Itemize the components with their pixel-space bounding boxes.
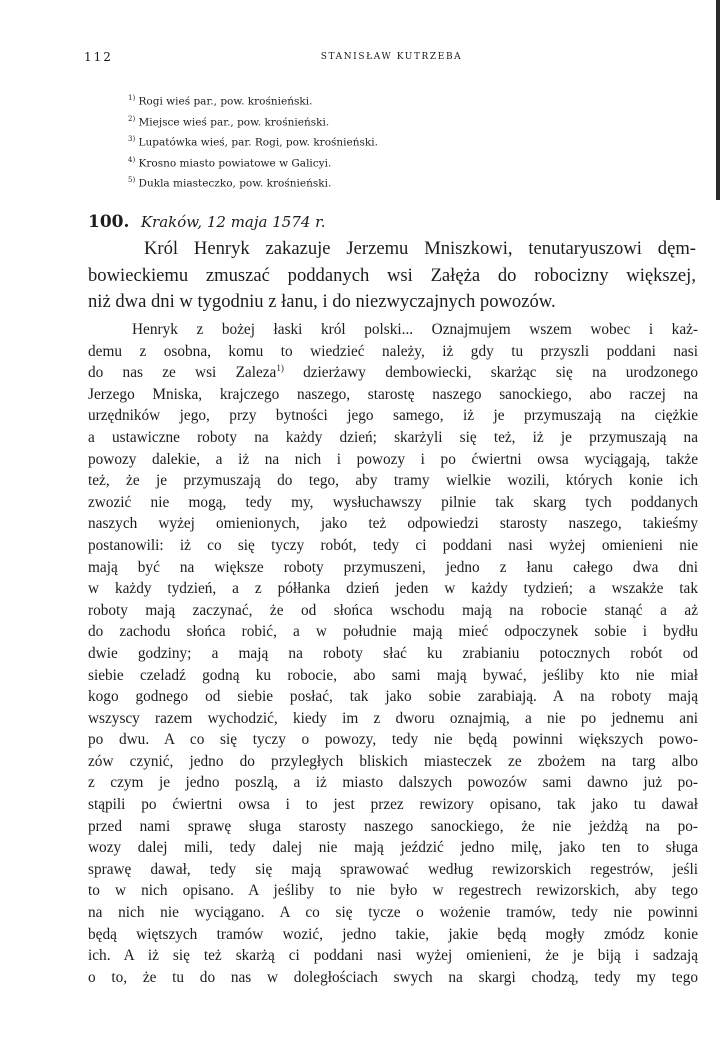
body-line: roboty mają zaczynać, że od słońca wschodu mają na robocie stanąć a aż (88, 601, 698, 619)
body-line: zów czynić, jedno do przyległych bliskich miasteczek ze zbożem na targ albo (88, 752, 698, 770)
footnote-text: Lupatówka wieś, par. Rogi, pow. krośnieński. (138, 136, 378, 149)
body-line: też, że je przymuszają do tego, aby tramy wielkie wozili, których konie ich (88, 472, 698, 490)
footnotes (128, 90, 378, 193)
body-line: ich. A iż się też skarżą ci poddani nasi wyżej omienieni, że je biją i sadzają (88, 947, 698, 965)
page-edge-shadow (716, 0, 720, 200)
footnote (128, 152, 378, 173)
footnote (128, 111, 378, 132)
body-line: siebie czeladź godną ku robocie, abo sami mają bywać, jeśliby kto nie miał (88, 666, 698, 684)
body-line: zwozić nie mogą, tedy my, wysłuchawszy pilnie tak skarg tych poddanych (88, 493, 698, 511)
body-line: przed nami sprawę sługa starosty naszego sanockiego, że nie jeżdżą na po- (88, 817, 698, 835)
body-line: w każdy tydzień, a z półłanka dzień jeden w każdy tydzień; a wszakże tak (88, 580, 698, 598)
footnote-mark: 5) (128, 176, 136, 184)
document-body (88, 319, 698, 988)
document-summary (88, 236, 696, 316)
body-line: kogo godnego od siebie posłać, tak jako sobie zarabiają. A na roboty mają (88, 688, 698, 706)
page-header (84, 50, 699, 70)
body-line: postanowili: iż co się tyczy robót, tedy ci poddani nasi wyżej omienieni nie (88, 536, 698, 554)
body-line: naszych wyżej omienionych, jako też odpowiedzi starosty naszego, takieśmy (88, 515, 698, 533)
body-line: o to, że tu do nas w doległościach swych na skargi chodzą, tedy my tego (88, 968, 698, 986)
summary-line: Król Henryk zakazuje Jerzemu Mniszkowi, tenutaryuszowi dęm- (144, 238, 696, 259)
body-line: to w nich opisano. A jeśliby to nie było w regestrech rewizorskich, aby tego (88, 882, 698, 900)
document-heading (88, 212, 325, 232)
footnote-text: Dukla miasteczko, pow. krośnieński. (138, 177, 332, 190)
body-line (88, 362, 698, 384)
body-line: do zachodu słońca robić, a w południe mają mieć odpoczynek sobie i bydłu (88, 623, 698, 641)
body-line: stąpili po ćwiertni owsa i to jest przez rewizory opisano, tak jako tu dawał (88, 796, 698, 814)
document-date: Kraków, 12 maja 1574 r. (140, 213, 326, 231)
body-line: z czym je jedno poszlą, a iż miasto dalszych powozów sami dawno już po- (88, 774, 698, 792)
body-line: będą więtszych tramów wozić, jedno takie, jakie będą mogły zmódz konie (88, 925, 698, 943)
body-line: sprawę dawał, tedy się mają sprawować według rewizorskich regestrów, jeśli (88, 860, 698, 878)
body-line: mają być na większe roboty przymuszeni, jedno z łanu całego dwa dni (88, 558, 698, 576)
footnote (128, 172, 378, 193)
body-line: Henryk z bożej łaski król polski... Oznajmujem wszem wobec i każ- (132, 321, 698, 338)
body-line-end: dzierżawy dembowiecki, skarżąc się na urodzonego (303, 364, 698, 382)
body-line-start: do nas ze wsi Zaleza (88, 364, 277, 382)
footnote-reference: 1) (276, 363, 284, 374)
footnote (128, 131, 378, 152)
footnote-mark: 2) (128, 114, 136, 123)
footnote-text: Miejsce wieś par., pow. krośnieński. (138, 116, 330, 128)
footnote-text: Krosno miasto powiatowe w Galicyi. (138, 157, 332, 169)
body-line: dwie godziny; a mają na roboty słać ku zrabianiu potocznych robót od (88, 644, 698, 662)
summary-line: bowieckiemu zmuszać poddanych wsi Załęża do robocizny większej, (88, 264, 696, 286)
body-line: na nich nie wyciągano. A co się tycze o wożenie tramów, tedy nie powinni (88, 904, 698, 922)
footnote-text: Rogi wieś par., pow. krośnieński. (138, 95, 313, 108)
body-line: a ustawiczne roboty na każdy dzień; skarżyli się też, iż je przymuszają na (88, 428, 698, 446)
summary-line: niż dwa dni w tygodniu z łanu, i do niezwyczajnych powozów. (88, 291, 556, 312)
body-line: po dwu. A co się tyczy o powozy, tedy nie będą powinni większych powo- (88, 731, 698, 749)
document-number: 100. (88, 212, 130, 232)
body-line: demu z osobna, komu to wiedzieć należy, iż gdy tu przyszli poddani nasi (88, 342, 698, 360)
footnote-mark: 1) (128, 94, 136, 102)
body-line: wozy dalej mili, tedy dalej nie mają jeździć jedno milę, jako ten to sługa (88, 839, 698, 857)
running-head: STANISŁAW KUTRZEBA (320, 52, 463, 62)
page-number: 112 (84, 50, 113, 64)
body-line: urzędników jego, przy bytności jego samego, iż je przymuszają na ciężkie (88, 407, 698, 425)
body-line: wszyscy razem wychodzić, kiedy im z dworu oznajmią, a nie po jednemu ani (88, 709, 698, 727)
footnote-mark: 4) (128, 155, 136, 164)
footnote-mark: 3) (128, 135, 136, 143)
footnote (128, 90, 378, 111)
body-line: powozy dalekie, a iż na nich i powozy i po ćwiertni owsa wyciągają, także (88, 450, 698, 468)
body-line: Jerzego Mniska, krajczego naszego, starostę naszego sanockiego, abo raczej na (88, 385, 698, 403)
